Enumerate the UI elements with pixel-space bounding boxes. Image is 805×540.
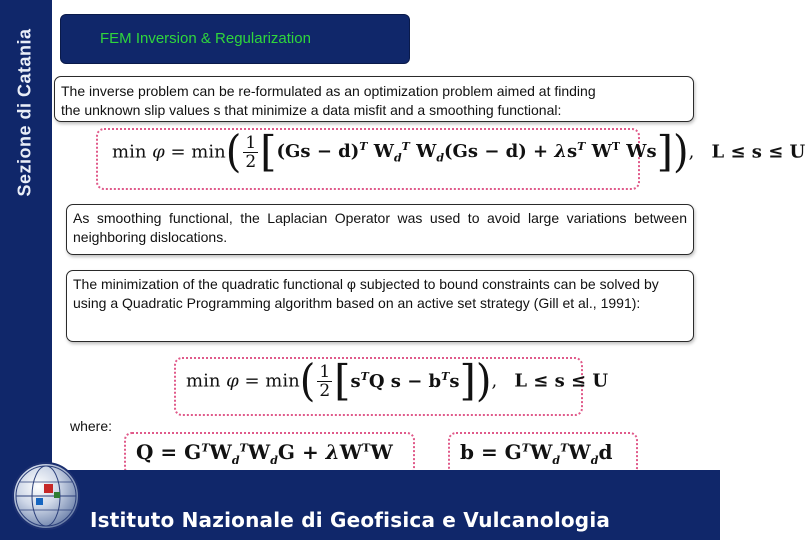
slide-title: FEM Inversion & Regularization [100, 30, 311, 47]
footer-institute-name: Istituto Nazionale di Geofisica e Vulcanologia [90, 508, 611, 532]
intro-line-1: The inverse problem can be re-formulated as an optimization problem aimed at finding [61, 83, 596, 99]
intro-line-2: the unknown slip values s that minimize a data misfit and a smoothing functional: [61, 102, 562, 118]
smoothing-box [66, 204, 694, 255]
qp-equation-frame [174, 355, 609, 416]
q-definition: $Q = G^TW_d^TW_dG + \lambda W^TW$ [136, 440, 393, 467]
objective-equation: min φ = min( $\frac{1}{2}$ [$(Gs - d)^T$ $W_d^T$ $W_d(Gs - d) + \lambda s^T$ $W^T$ Ws]), L ≤ s ≤ U [112, 126, 805, 178]
qp-box [66, 270, 694, 342]
objective-equation-frame [96, 126, 805, 190]
intro-box [54, 76, 694, 122]
globe-logo-icon [12, 462, 80, 530]
qp-text: The minimization of the quadratic functional φ subjected to bound constraints can be solved by using a Quadratic Programming algorithm based on an active set strategy (Gill et al., 1991): [73, 276, 659, 311]
sidebar-label-container [2, 0, 48, 225]
b-definition: $b = G^TW_d^TW_dd$ [460, 440, 613, 467]
where-label: where: [70, 418, 113, 434]
sidebar-label: Sezione di Catania [14, 28, 35, 197]
qp-equation: min φ = min( $\frac{1}{2}$ [$s^TQ$ $s - b^Ts$]), L ≤ s ≤ U [186, 355, 609, 407]
smoothing-text: As smoothing functional, the Laplacian Operator was used to avoid large variations between neighboring dislocations. [73, 210, 687, 245]
